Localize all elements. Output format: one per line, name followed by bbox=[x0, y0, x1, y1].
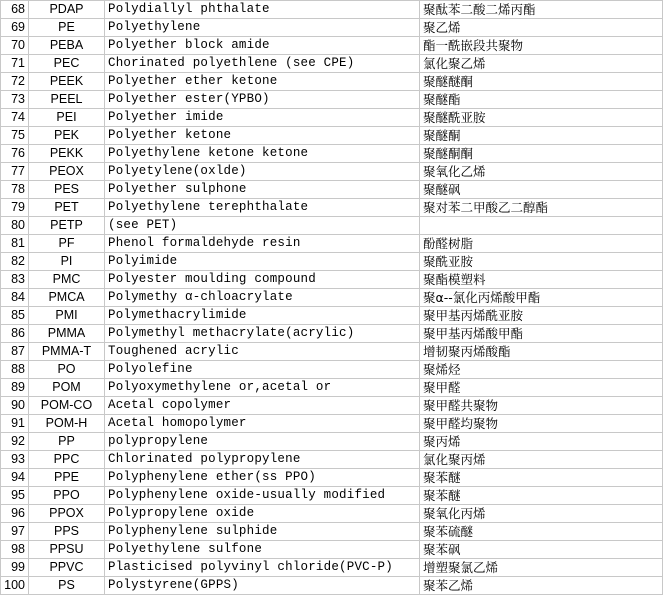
abbreviation-cell[interactable]: POM-H bbox=[29, 415, 105, 433]
chinese-name-cell[interactable]: 聚苯醚 bbox=[420, 469, 663, 487]
english-name-cell[interactable]: Polyether ester(YPBO) bbox=[105, 91, 420, 109]
row-number-cell[interactable]: 85 bbox=[1, 307, 29, 325]
chinese-name-cell[interactable]: 聚氧化乙烯 bbox=[420, 163, 663, 181]
table-row bbox=[1, 469, 663, 487]
english-name-cell[interactable]: Polyoxymethylene or,acetal or bbox=[105, 379, 420, 397]
chinese-name-cell[interactable]: 聚甲基丙烯酰亚胺 bbox=[420, 307, 663, 325]
table-row bbox=[1, 253, 663, 271]
abbreviation-cell[interactable]: PPVC bbox=[29, 559, 105, 577]
table-row bbox=[1, 91, 663, 109]
table-body bbox=[1, 1, 663, 595]
chinese-name-cell[interactable]: 聚氧化丙烯 bbox=[420, 505, 663, 523]
chinese-name-cell[interactable]: 聚乙烯 bbox=[420, 19, 663, 37]
table-row bbox=[1, 577, 663, 595]
table-row bbox=[1, 289, 663, 307]
abbreviation-cell[interactable]: POM-CO bbox=[29, 397, 105, 415]
abbreviation-cell[interactable]: PE bbox=[29, 19, 105, 37]
abbreviation-cell[interactable]: PP bbox=[29, 433, 105, 451]
english-name-cell[interactable]: Acetal copolymer bbox=[105, 397, 420, 415]
chinese-name-cell[interactable]: 聚醚酯 bbox=[420, 91, 663, 109]
table-row bbox=[1, 379, 663, 397]
chinese-name-cell[interactable]: 聚甲醛 bbox=[420, 379, 663, 397]
row-number-cell[interactable]: 75 bbox=[1, 127, 29, 145]
chinese-name-cell[interactable]: 聚丙烯 bbox=[420, 433, 663, 451]
table-row bbox=[1, 433, 663, 451]
table-row bbox=[1, 199, 663, 217]
table-row bbox=[1, 19, 663, 37]
english-name-cell[interactable]: Polyether sulphone bbox=[105, 181, 420, 199]
table-row bbox=[1, 109, 663, 127]
english-name-cell[interactable]: Polymethy α-chloacrylate bbox=[105, 289, 420, 307]
row-number-cell[interactable]: 87 bbox=[1, 343, 29, 361]
abbreviation-cell[interactable]: PEBA bbox=[29, 37, 105, 55]
abbreviation-cell[interactable]: PMMA bbox=[29, 325, 105, 343]
table-row bbox=[1, 307, 663, 325]
table-row bbox=[1, 145, 663, 163]
row-number-cell[interactable]: 86 bbox=[1, 325, 29, 343]
english-name-cell[interactable]: Polyetylene(oxlde) bbox=[105, 163, 420, 181]
chinese-name-cell[interactable]: 聚甲基丙烯酸甲酯 bbox=[420, 325, 663, 343]
english-name-cell[interactable]: Polydiallyl phthalate bbox=[105, 1, 420, 19]
chinese-name-cell[interactable]: 酯一酰嵌段共聚物 bbox=[420, 37, 663, 55]
english-name-cell[interactable]: Polyethylene terephthalate bbox=[105, 199, 420, 217]
abbreviation-cell[interactable]: PMCA bbox=[29, 289, 105, 307]
row-number-cell[interactable]: 98 bbox=[1, 541, 29, 559]
chinese-name-cell[interactable]: 氯化聚乙烯 bbox=[420, 55, 663, 73]
english-name-cell[interactable]: Plasticised polyvinyl chloride(PVC-P) bbox=[105, 559, 420, 577]
chinese-name-cell[interactable]: 聚苯醚 bbox=[420, 487, 663, 505]
row-number-cell[interactable]: 76 bbox=[1, 145, 29, 163]
chinese-name-cell[interactable]: 聚甲醛均聚物 bbox=[420, 415, 663, 433]
english-name-cell[interactable]: Phenol formaldehyde resin bbox=[105, 235, 420, 253]
row-number-cell[interactable]: 93 bbox=[1, 451, 29, 469]
chinese-name-cell[interactable]: 聚α--氯化丙烯酸甲酯 bbox=[420, 289, 663, 307]
row-number-cell[interactable]: 77 bbox=[1, 163, 29, 181]
chinese-name-cell[interactable]: 聚甲醛共聚物 bbox=[420, 397, 663, 415]
abbreviation-cell[interactable]: PDAP bbox=[29, 1, 105, 19]
abbreviation-cell[interactable]: PS bbox=[29, 577, 105, 595]
row-number-cell[interactable]: 94 bbox=[1, 469, 29, 487]
abbreviation-cell[interactable]: PETP bbox=[29, 217, 105, 235]
row-number-cell[interactable]: 82 bbox=[1, 253, 29, 271]
table-row bbox=[1, 217, 663, 235]
row-number-cell[interactable]: 84 bbox=[1, 289, 29, 307]
abbreviation-cell[interactable]: PPC bbox=[29, 451, 105, 469]
row-number-cell[interactable]: 83 bbox=[1, 271, 29, 289]
chinese-name-cell[interactable]: 聚对苯二甲酸乙二醇酯 bbox=[420, 199, 663, 217]
abbreviation-cell[interactable]: PO bbox=[29, 361, 105, 379]
row-number-cell[interactable]: 92 bbox=[1, 433, 29, 451]
row-number-cell[interactable]: 96 bbox=[1, 505, 29, 523]
abbreviation-cell[interactable]: PEEK bbox=[29, 73, 105, 91]
abbreviation-cell[interactable]: PEI bbox=[29, 109, 105, 127]
chinese-name-cell[interactable]: 聚烯烃 bbox=[420, 361, 663, 379]
chinese-name-cell[interactable]: 聚酰亚胺 bbox=[420, 253, 663, 271]
chinese-name-cell[interactable]: 聚苯砜 bbox=[420, 541, 663, 559]
abbreviation-cell[interactable]: PPSU bbox=[29, 541, 105, 559]
row-number-cell[interactable]: 69 bbox=[1, 19, 29, 37]
abbreviation-cell[interactable]: PPOX bbox=[29, 505, 105, 523]
row-number-cell[interactable]: 74 bbox=[1, 109, 29, 127]
table-row bbox=[1, 181, 663, 199]
chinese-name-cell[interactable]: 酚醛树脂 bbox=[420, 235, 663, 253]
row-number-cell[interactable]: 91 bbox=[1, 415, 29, 433]
english-name-cell[interactable]: Polyphenylene ether(ss PPO) bbox=[105, 469, 420, 487]
row-number-cell[interactable]: 100 bbox=[1, 577, 29, 595]
row-number-cell[interactable]: 90 bbox=[1, 397, 29, 415]
abbreviation-cell[interactable]: PES bbox=[29, 181, 105, 199]
abbreviation-cell[interactable]: PMI bbox=[29, 307, 105, 325]
english-name-cell[interactable]: Chlorinated polypropylene bbox=[105, 451, 420, 469]
english-name-cell[interactable]: Polyether block amide bbox=[105, 37, 420, 55]
row-number-cell[interactable]: 89 bbox=[1, 379, 29, 397]
english-name-cell[interactable]: Polyethylene bbox=[105, 19, 420, 37]
chinese-name-cell[interactable]: 聚醚酰亚胺 bbox=[420, 109, 663, 127]
table-row bbox=[1, 55, 663, 73]
english-name-cell[interactable]: Acetal homopolymer bbox=[105, 415, 420, 433]
english-name-cell[interactable]: Chorinated polyethlene (see CPE) bbox=[105, 55, 420, 73]
table-row bbox=[1, 1, 663, 19]
row-number-cell[interactable]: 80 bbox=[1, 217, 29, 235]
english-name-cell[interactable]: Polyether ether ketone bbox=[105, 73, 420, 91]
english-name-cell[interactable]: Polyether ketone bbox=[105, 127, 420, 145]
table-row bbox=[1, 361, 663, 379]
abbreviation-cell[interactable]: PF bbox=[29, 235, 105, 253]
abbreviation-cell[interactable]: PEK bbox=[29, 127, 105, 145]
table-row bbox=[1, 487, 663, 505]
english-name-cell[interactable]: Polystyrene(GPPS) bbox=[105, 577, 420, 595]
chinese-name-cell[interactable]: 聚醚醚酮 bbox=[420, 73, 663, 91]
row-number-cell[interactable]: 71 bbox=[1, 55, 29, 73]
english-name-cell[interactable]: Polyether imide bbox=[105, 109, 420, 127]
abbreviation-cell[interactable]: PPE bbox=[29, 469, 105, 487]
table-row bbox=[1, 397, 663, 415]
chinese-name-cell[interactable]: 增塑聚氯乙烯 bbox=[420, 559, 663, 577]
abbreviation-cell[interactable]: PMMA-T bbox=[29, 343, 105, 361]
chinese-name-cell[interactable]: 聚苯硫醚 bbox=[420, 523, 663, 541]
chinese-name-cell[interactable]: 聚醚砜 bbox=[420, 181, 663, 199]
table-row bbox=[1, 325, 663, 343]
row-number-cell[interactable]: 97 bbox=[1, 523, 29, 541]
english-name-cell[interactable]: Polymethacrylimide bbox=[105, 307, 420, 325]
table-row bbox=[1, 559, 663, 577]
abbreviation-cell[interactable]: PEC bbox=[29, 55, 105, 73]
abbreviation-cell[interactable]: POM bbox=[29, 379, 105, 397]
row-number-cell[interactable]: 95 bbox=[1, 487, 29, 505]
abbreviation-cell[interactable]: PMC bbox=[29, 271, 105, 289]
table-row bbox=[1, 163, 663, 181]
abbreviation-cell[interactable]: PPS bbox=[29, 523, 105, 541]
row-number-cell[interactable]: 88 bbox=[1, 361, 29, 379]
english-name-cell[interactable]: (see PET) bbox=[105, 217, 420, 235]
row-number-cell[interactable]: 70 bbox=[1, 37, 29, 55]
abbreviation-cell[interactable]: PET bbox=[29, 199, 105, 217]
english-name-cell[interactable]: Polyphenylene oxide-usually modified bbox=[105, 487, 420, 505]
english-name-cell[interactable]: Polyethylene ketone ketone bbox=[105, 145, 420, 163]
chinese-name-cell[interactable]: 聚酯模塑料 bbox=[420, 271, 663, 289]
english-name-cell[interactable]: Polyphenylene sulphide bbox=[105, 523, 420, 541]
english-name-cell[interactable]: polypropylene bbox=[105, 433, 420, 451]
abbreviation-cell[interactable]: PI bbox=[29, 253, 105, 271]
abbreviation-cell[interactable]: PEEL bbox=[29, 91, 105, 109]
table-row bbox=[1, 505, 663, 523]
chinese-name-cell[interactable]: 聚苯乙烯 bbox=[420, 577, 663, 595]
table-row bbox=[1, 37, 663, 55]
table-row bbox=[1, 415, 663, 433]
english-name-cell[interactable]: Polyimide bbox=[105, 253, 420, 271]
english-name-cell[interactable]: Polyethylene sulfone bbox=[105, 541, 420, 559]
row-number-cell[interactable]: 99 bbox=[1, 559, 29, 577]
english-name-cell[interactable]: Polypropylene oxide bbox=[105, 505, 420, 523]
abbreviation-cell[interactable]: PEKK bbox=[29, 145, 105, 163]
chinese-name-cell[interactable]: 氯化聚丙烯 bbox=[420, 451, 663, 469]
table-row bbox=[1, 235, 663, 253]
chinese-name-cell[interactable] bbox=[420, 217, 663, 235]
table-row bbox=[1, 73, 663, 91]
chinese-name-cell[interactable]: 聚醚酮酮 bbox=[420, 145, 663, 163]
english-name-cell[interactable]: Polyolefine bbox=[105, 361, 420, 379]
abbreviation-cell[interactable]: PPO bbox=[29, 487, 105, 505]
table-row bbox=[1, 541, 663, 559]
table-row bbox=[1, 343, 663, 361]
table-row bbox=[1, 271, 663, 289]
chinese-name-cell[interactable]: 聚醚酮 bbox=[420, 127, 663, 145]
table-row bbox=[1, 127, 663, 145]
abbreviation-cell[interactable]: PEOX bbox=[29, 163, 105, 181]
chinese-name-cell[interactable]: 聚酞苯二酸二烯丙酯 bbox=[420, 1, 663, 19]
table-row bbox=[1, 523, 663, 541]
row-number-cell[interactable]: 81 bbox=[1, 235, 29, 253]
table-row bbox=[1, 451, 663, 469]
english-name-cell[interactable]: Polyester moulding compound bbox=[105, 271, 420, 289]
row-number-cell[interactable]: 68 bbox=[1, 1, 29, 19]
row-number-cell[interactable]: 79 bbox=[1, 199, 29, 217]
chinese-name-cell[interactable]: 增韧聚丙烯酸酯 bbox=[420, 343, 663, 361]
english-name-cell[interactable]: Polymethyl methacrylate(acrylic) bbox=[105, 325, 420, 343]
row-number-cell[interactable]: 73 bbox=[1, 91, 29, 109]
english-name-cell[interactable]: Toughened acrylic bbox=[105, 343, 420, 361]
row-number-cell[interactable]: 78 bbox=[1, 181, 29, 199]
row-number-cell[interactable]: 72 bbox=[1, 73, 29, 91]
